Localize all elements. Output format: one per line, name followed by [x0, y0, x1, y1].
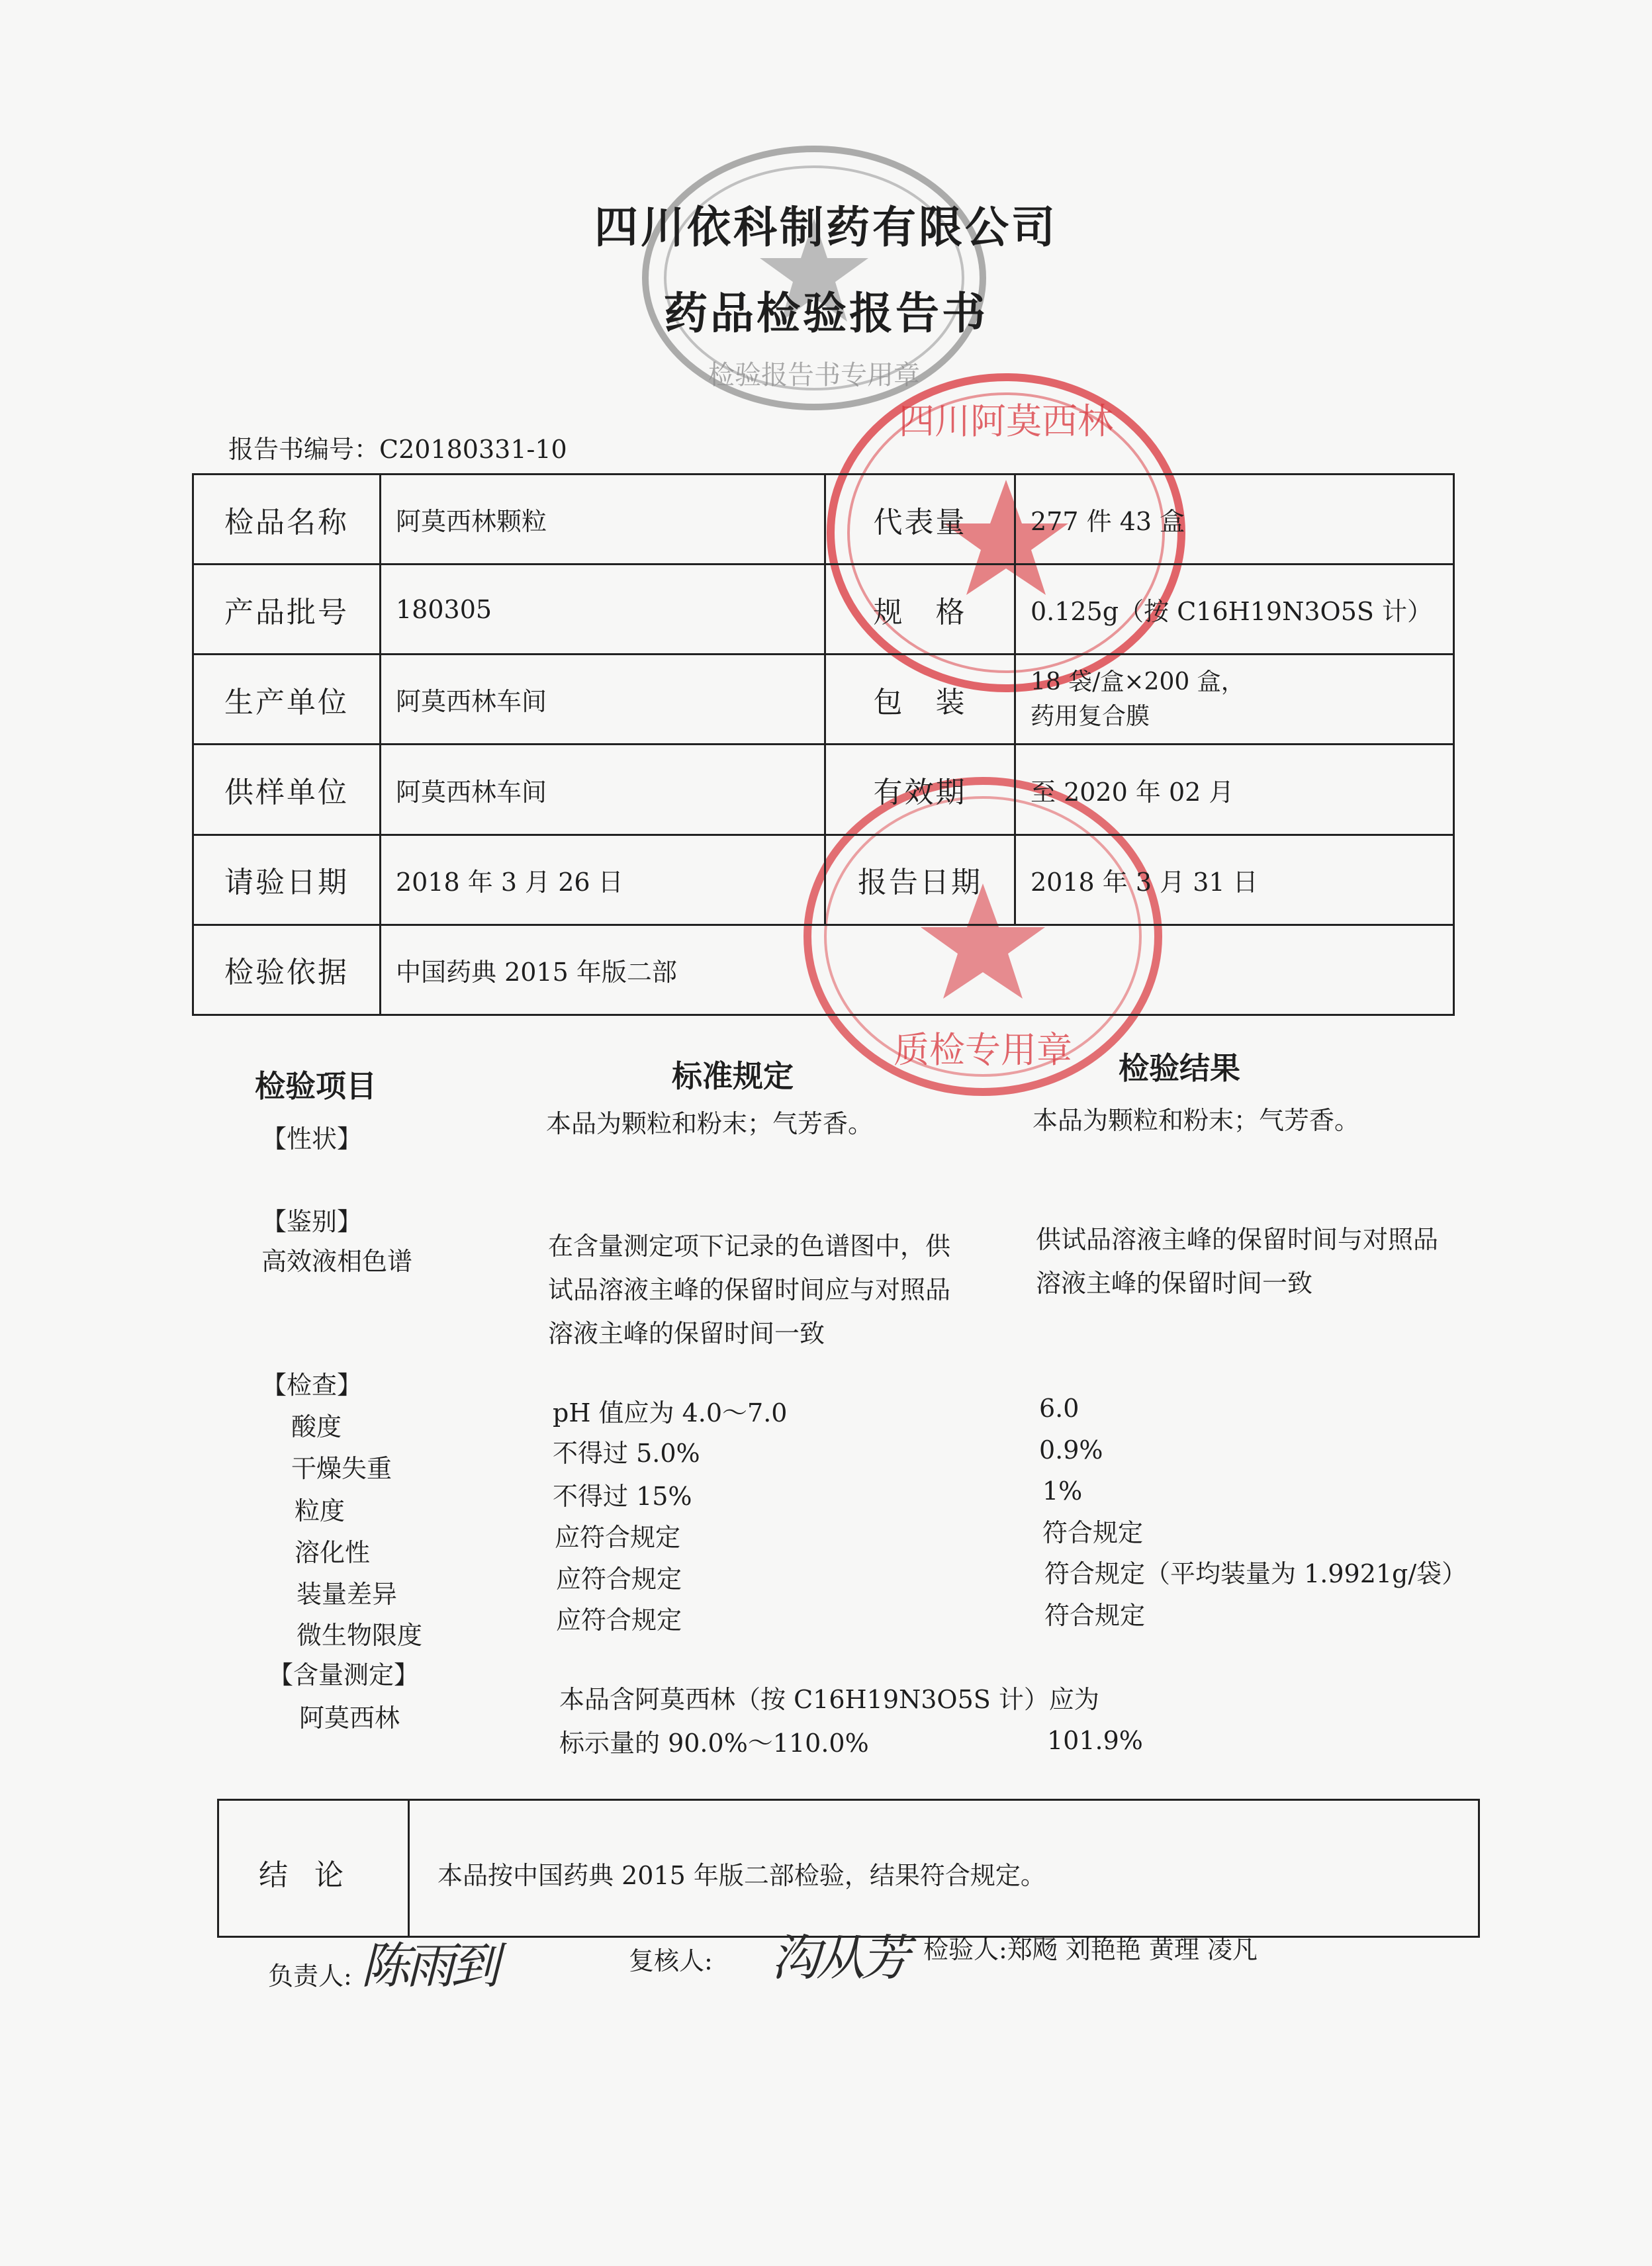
column-header-result: 检验结果: [1119, 1050, 1240, 1086]
acidity-result: 6.0: [1039, 1394, 1079, 1423]
request-date-label: 请验日期: [193, 835, 381, 925]
expiry-value: 至 2020 年 02 月: [1015, 745, 1454, 835]
document-title: 药品检验报告书: [664, 287, 988, 339]
info-row: [193, 835, 1454, 925]
microbial-standard: 应符合规定: [556, 1606, 682, 1635]
request-date-value: 2018 年 3 月 26 日: [381, 835, 825, 925]
info-row: [193, 925, 1454, 1015]
conclusion-box: [217, 1799, 1480, 1938]
inspector-label: 检验人:: [923, 1935, 1007, 1964]
red-seal-top-text: 四川阿莫西林: [899, 400, 1113, 442]
responsible-signature: 陈雨到: [361, 1938, 496, 1995]
hplc-standard: [548, 1224, 950, 1355]
report-number-value: C20180331-10: [379, 435, 567, 464]
column-header-standard: 标准规定: [672, 1058, 794, 1094]
appearance-standard: 本品为颗粒和粉末；气芳香。: [546, 1109, 874, 1138]
batch-value: 180305: [381, 565, 825, 655]
reviewer-signature: 沟从芳: [771, 1930, 906, 1987]
expiry-label: 有效期: [825, 745, 1015, 835]
acidity-standard: pH 值应为 4.0～7.0: [553, 1398, 788, 1428]
dissolution-item: 溶化性: [295, 1538, 371, 1567]
conclusion-label: 结论: [259, 1858, 370, 1892]
basis-value: 中国药典 2015 年版二部: [381, 925, 1454, 1015]
granularity-standard: 不得过 15%: [553, 1482, 692, 1511]
info-row: [193, 565, 1454, 655]
section-inspection: 【检查】: [261, 1371, 363, 1400]
fill-result: 符合规定（平均装量为 1.9921g/袋）: [1044, 1559, 1467, 1588]
granularity-item: 粒度: [295, 1496, 345, 1525]
batch-label: 产品批号: [193, 565, 381, 655]
hplc-result-line-2: 溶液主峰的保留时间一致: [1036, 1269, 1313, 1298]
conclusion-text: 本品按中国药典 2015 年版二部检验，结果符合规定。: [437, 1861, 1046, 1890]
column-header-item: 检验项目: [255, 1068, 377, 1104]
conclusion-divider: [408, 1801, 410, 1936]
product-name-label: 检品名称: [193, 475, 381, 565]
fill-item: 装量差异: [297, 1580, 398, 1609]
info-row: [193, 475, 1454, 565]
info-row: [193, 655, 1454, 745]
dissolution-standard: 应符合规定: [555, 1523, 681, 1552]
info-row: [193, 745, 1454, 835]
report-number-label: 报告书编号：: [228, 435, 380, 464]
section-identification: 【鉴别】: [261, 1207, 363, 1236]
granularity-result: 1%: [1042, 1476, 1083, 1506]
inspector-line: [923, 1929, 1258, 1966]
report-date-label: 报告日期: [825, 835, 1015, 925]
hplc-item: 高效液相色谱: [261, 1247, 413, 1276]
section-assay: 【含量测定】: [268, 1660, 420, 1690]
amoxicillin-standard-line-1: 本品含阿莫西林（按 C16H19N3O5S 计）应为: [559, 1685, 1099, 1714]
info-table: [192, 473, 1455, 1016]
drying-result: 0.9%: [1039, 1435, 1103, 1465]
red-seal-bottom-text: 质检专用章: [894, 1029, 1072, 1071]
amoxicillin-result: 101.9%: [1047, 1726, 1143, 1755]
spec-value: 0.125g（按 C16H19N3O5S 计）: [1015, 565, 1454, 655]
fill-standard: 应符合规定: [556, 1564, 682, 1594]
responsible-label: 负责人:: [268, 1962, 352, 1991]
report-number: [228, 429, 567, 465]
acidity-item: 酸度: [291, 1412, 342, 1441]
hplc-result-line-1: 供试品溶液主峰的保留时间与对照品: [1036, 1225, 1439, 1254]
product-name-value: 阿莫西林颗粒: [381, 475, 825, 565]
report-date-value: 2018 年 3 月 31 日: [1015, 835, 1454, 925]
package-value: [1015, 655, 1454, 745]
quantity-value: 277 件 43 盒: [1015, 475, 1454, 565]
appearance-result: 本品为颗粒和粉末；气芳香。: [1032, 1106, 1360, 1135]
microbial-item: 微生物限度: [297, 1621, 423, 1650]
amoxicillin-standard: [559, 1678, 1099, 1765]
basis-label: 检验依据: [193, 925, 381, 1015]
drying-standard: 不得过 5.0%: [553, 1439, 700, 1468]
amoxicillin-standard-line-2: 标示量的 90.0%～110.0%: [559, 1729, 869, 1758]
producer-value: 阿莫西林车间: [381, 655, 825, 745]
dissolution-result: 符合规定: [1042, 1518, 1144, 1547]
microbial-result: 符合规定: [1044, 1601, 1146, 1630]
package-label: 包 装: [825, 655, 1015, 745]
reviewer-label: 复核人:: [629, 1946, 713, 1975]
package-line-2: 药用复合膜: [1031, 702, 1150, 730]
supplier-value: 阿莫西林车间: [381, 745, 825, 835]
package-line-1: 18 袋/盒×200 盒，: [1031, 668, 1245, 696]
supplier-label: 供样单位: [193, 745, 381, 835]
section-appearance: 【性状】: [261, 1124, 363, 1154]
amoxicillin-item: 阿莫西林: [299, 1703, 400, 1733]
company-title: 四川依科制药有限公司: [594, 201, 1058, 253]
inspector-names: 郑飏 刘艳艳 黄理 凌凡: [1007, 1935, 1258, 1964]
gray-seal-text: 检验报告书专用章: [708, 360, 920, 390]
producer-label: 生产单位: [193, 655, 381, 745]
drying-item: 干燥失重: [291, 1454, 392, 1483]
hplc-standard-line-3: 溶液主峰的保留时间一致: [548, 1319, 825, 1348]
spec-label: 规 格: [825, 565, 1015, 655]
quantity-label: 代表量: [825, 475, 1015, 565]
hplc-standard-line-1: 在含量测定项下记录的色谱图中，供: [548, 1232, 951, 1261]
hplc-result: [1036, 1218, 1438, 1305]
hplc-standard-line-2: 试品溶液主峰的保留时间应与对照品: [548, 1275, 951, 1304]
